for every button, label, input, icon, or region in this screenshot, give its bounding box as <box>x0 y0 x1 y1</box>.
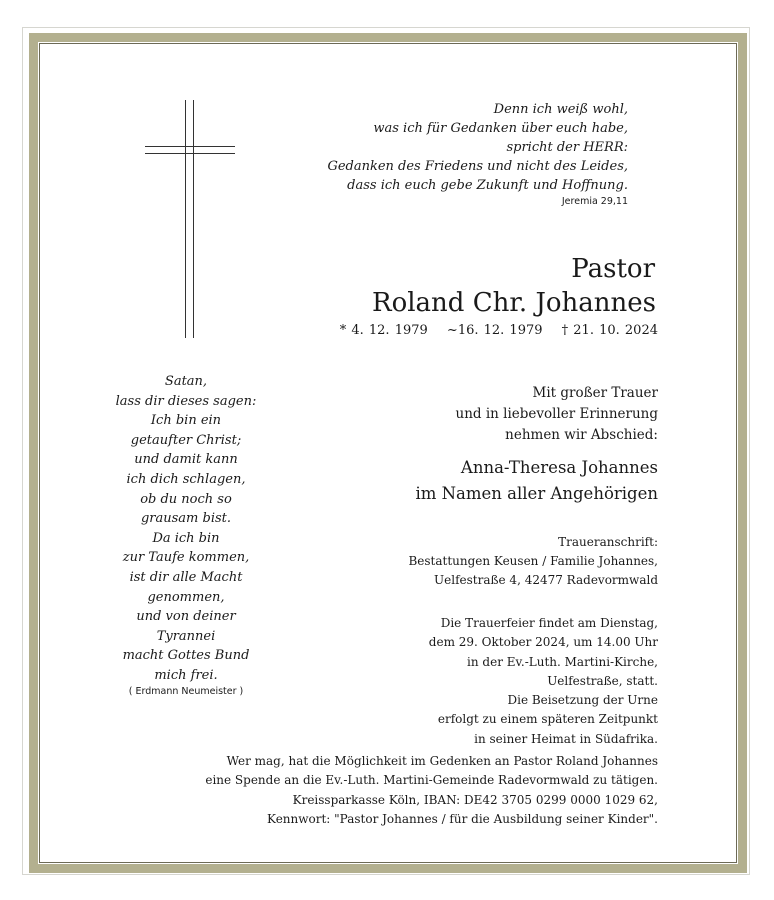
address-line: Bestattungen Keusen / Familie Johannes, <box>408 554 658 568</box>
poem-line: Ich bin ein <box>150 413 222 429</box>
poem-line: lass dir dieses sagen: <box>115 393 257 409</box>
poem-line: Da ich bin <box>152 530 220 546</box>
poem-line: Tyrannei <box>156 628 216 644</box>
service-line: dem 29. Oktober 2024, um 14.00 Uhr <box>428 635 658 650</box>
verse-line: Gedanken des Friedens und nicht des Leides, <box>327 159 628 174</box>
donation-info <box>98 752 658 830</box>
donation-line: Wer mag, hat die Möglichkeit im Gedenken an Pastor Roland Johannes <box>226 754 658 768</box>
donation-line: eine Spende an die Ev.-Luth. Martini-Gemeinde Radevormwald zu tätigen. <box>205 773 658 788</box>
service-line: in der Ev.-Luth. Martini-Kirche, <box>467 654 658 669</box>
verse-reference: Jeremia 29,11 <box>561 196 628 207</box>
mourning-line: Mit großer Trauer <box>532 385 658 401</box>
deceased-title: Pastor <box>571 254 655 284</box>
poem-line: Satan, <box>164 374 208 389</box>
poem-line: grausam bist. <box>140 511 232 527</box>
poem-line: genommen, <box>147 589 225 605</box>
deceased-name: Roland Chr. Johannes <box>372 288 656 318</box>
poem-line: ist dir alle Macht <box>129 569 243 585</box>
poem-line: ich dich schlagen, <box>126 471 246 487</box>
birth-date: * 4. 12. 1979 <box>339 323 428 338</box>
funeral-service-info <box>328 614 658 749</box>
address-line: Traueranschrift: <box>558 535 658 549</box>
signer-name: Anna-Theresa Johannes <box>460 458 658 477</box>
poem-line: und von deiner <box>136 609 236 625</box>
life-dates <box>340 323 658 338</box>
poem-author: ( Erdmann Neumeister ) <box>128 686 244 697</box>
address-line: Uelfestraße 4, 42477 Radevormwald <box>434 573 658 587</box>
service-line: erfolgt zu einem späteren Zeitpunkt <box>437 712 658 727</box>
signer <box>328 455 658 507</box>
service-line: in seiner Heimat in Südafrika. <box>474 731 658 746</box>
mourning-address <box>328 533 658 590</box>
signer-note: im Namen aller Angehörigen <box>415 484 658 503</box>
poem-line: macht Gottes Bund <box>122 648 250 664</box>
verse-line: was ich für Gedanken über euch habe, <box>373 121 628 136</box>
service-line: Die Trauerfeier findet am Dienstag, <box>440 616 658 630</box>
cross-icon <box>145 100 240 340</box>
mourning-line: und in liebevoller Erinnerung <box>455 406 658 422</box>
verse-line: dass ich euch gebe Zukunft und Hoffnung. <box>347 178 628 193</box>
bible-verse <box>298 100 628 195</box>
poem-line: mich frei. <box>154 667 218 683</box>
verse-line: Denn ich weiß wohl, <box>493 102 628 117</box>
mourning-line: nehmen wir Abschied: <box>505 427 658 443</box>
poem-line: und damit kann <box>134 452 238 468</box>
donation-line: Kreissparkasse Köln, IBAN: DE42 3705 0299 0000 1029 62, <box>292 792 658 807</box>
service-line: Uelfestraße, statt. <box>547 673 658 688</box>
poem <box>96 372 276 686</box>
mourning-text <box>358 383 658 446</box>
donation-line: Kennwort: "Pastor Johannes / für die Ausbildung seiner Kinder". <box>267 812 658 827</box>
service-line: Die Beisetzung der Urne <box>507 693 658 708</box>
baptism-date: ~16. 12. 1979 <box>446 323 543 338</box>
poem-line: ob du noch so <box>140 491 232 507</box>
death-date: † 21. 10. 2024 <box>561 323 658 338</box>
poem-line: zur Taufe kommen, <box>122 550 250 566</box>
verse-line: spricht der HERR: <box>506 140 628 155</box>
poem-line: getaufter Christ; <box>130 432 242 448</box>
